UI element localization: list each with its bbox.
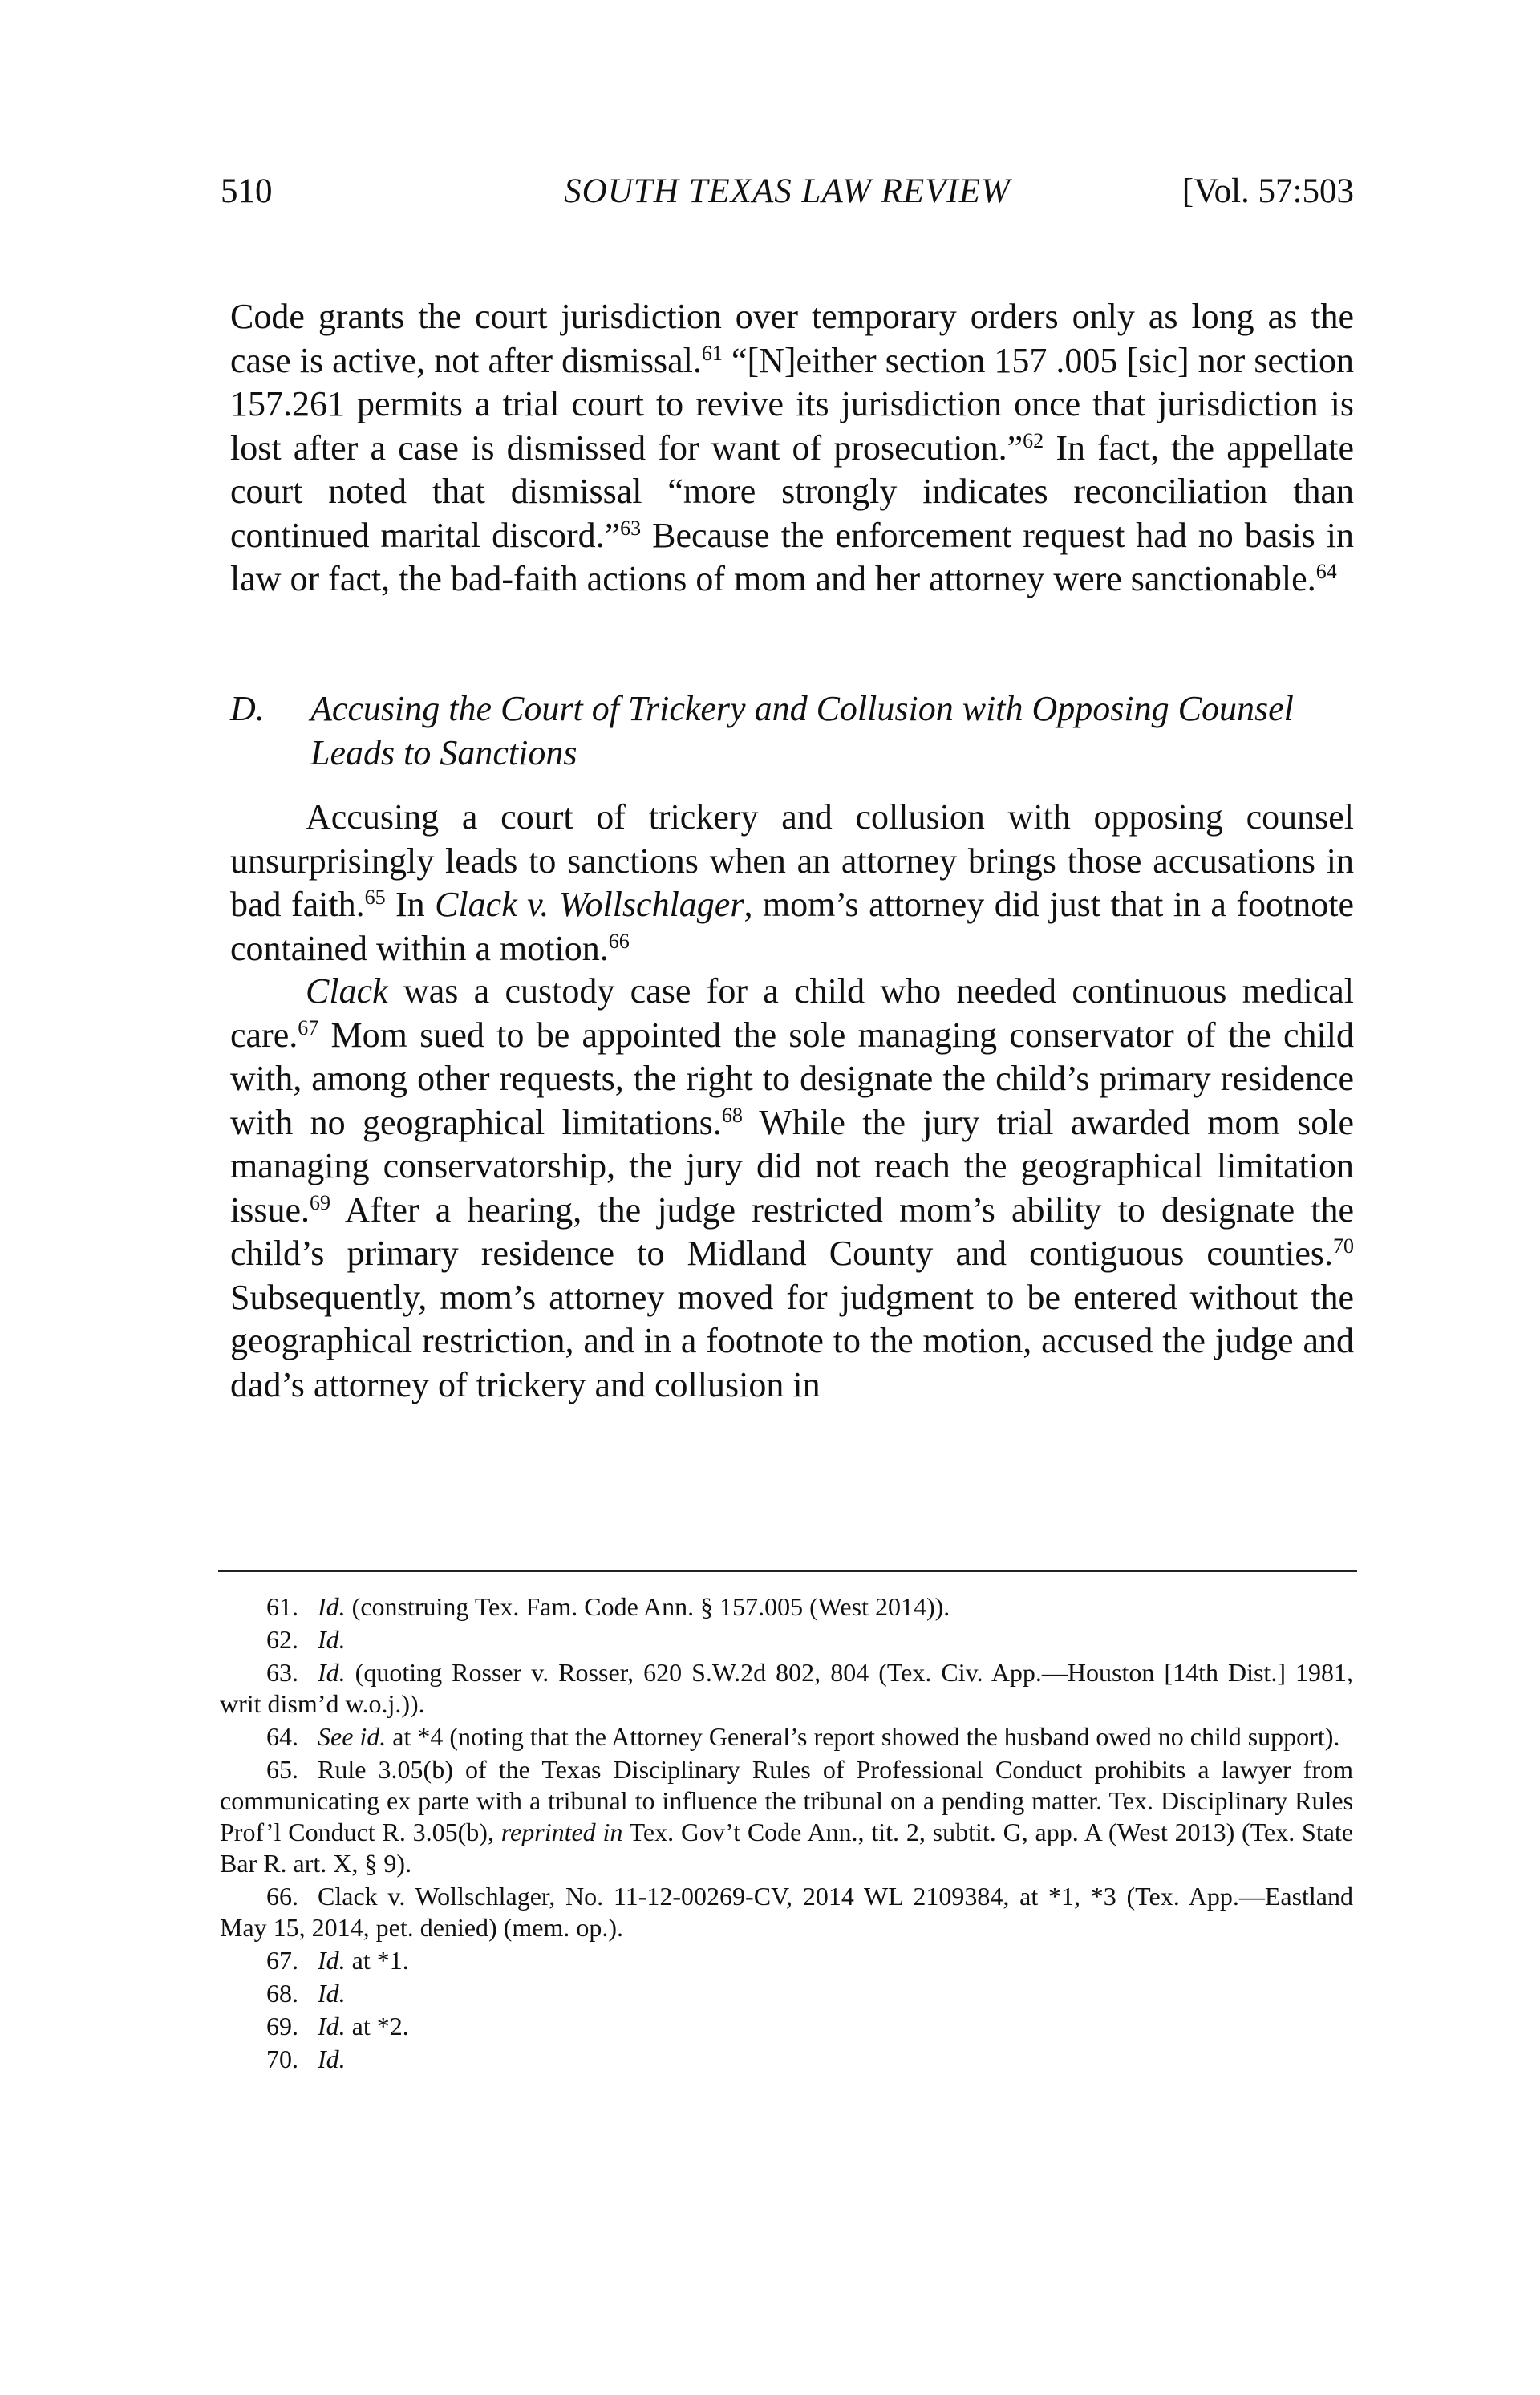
signal: Id. bbox=[318, 2012, 346, 2040]
footnote-70 bbox=[220, 2044, 1353, 2075]
text-run: Because the enforcement request had no basis in law or fact, the bad-faith actions of mom and her attorney were sanctionable. bbox=[230, 515, 1354, 598]
signal: Id. bbox=[318, 2044, 346, 2073]
signal: Id. bbox=[318, 1946, 346, 1975]
footnote-ref-66[interactable]: 66 bbox=[608, 929, 630, 953]
footnote-text: at *1. bbox=[345, 1946, 409, 1975]
section-heading bbox=[230, 687, 1354, 775]
text-run: Code grants the court jurisdiction over temporary orders only as long as the case is active, not after dismissal. bbox=[230, 297, 1354, 380]
footnote-ref-62[interactable]: 62 bbox=[1023, 428, 1044, 452]
footnote-ref-64[interactable]: 64 bbox=[1315, 560, 1337, 583]
paragraph-2 bbox=[230, 796, 1354, 971]
footnote-69 bbox=[220, 2011, 1353, 2042]
footnote-ref-70[interactable]: 70 bbox=[1333, 1234, 1354, 1258]
signal: See id. bbox=[318, 1722, 387, 1751]
text-run: Subsequently, mom’s attorney moved for judgment to be entered without the geographical restriction, and in a footnote to the motion, accused the judge and dad’s attorney of trickery and collusion in bbox=[230, 1277, 1354, 1404]
text-run: After a hearing, the judge restricted mom’s ability to designate the child’s primary residence to Midland County and contiguous counties. bbox=[230, 1189, 1354, 1273]
text-run: In fact, the appellate court noted that dismissal “more strongly indicates reconciliation than continued marital discord.” bbox=[230, 428, 1354, 555]
footnote-ref-65[interactable]: 65 bbox=[364, 885, 386, 909]
footnote-text: at *2. bbox=[345, 2012, 409, 2040]
text-run: In bbox=[385, 885, 436, 924]
footnote-number: 62. bbox=[266, 1625, 298, 1654]
footnote-68 bbox=[220, 1978, 1353, 2009]
footnote-text: at *4 (noting that the Attorney General’s report showed the husband owed no child support). bbox=[386, 1722, 1340, 1751]
footnote-number: 70. bbox=[266, 2044, 298, 2073]
paragraph-1 bbox=[230, 295, 1354, 602]
signal: reprinted in bbox=[500, 1818, 623, 1846]
footnote-number: 63. bbox=[266, 1658, 298, 1687]
signal: Id. bbox=[318, 1658, 346, 1687]
footnote-63 bbox=[220, 1657, 1353, 1720]
case-name: Clack bbox=[306, 971, 388, 1011]
footnote-number: 64. bbox=[266, 1722, 298, 1751]
signal: Id. bbox=[318, 1979, 346, 2008]
footnote-number: 66. bbox=[266, 1882, 298, 1911]
footnote-text: Clack v. Wollschlager, No. 11-12-00269-CV, 2014 WL 2109384, at *1, *3 (Tex. App.—Eastland May 15, 2014, pet. denied) (mem. op.). bbox=[220, 1882, 1353, 1942]
footnote-ref-69[interactable]: 69 bbox=[310, 1190, 330, 1214]
volume-citation: [Vol. 57:503 bbox=[1181, 172, 1354, 210]
footnote-number: 61. bbox=[266, 1592, 298, 1621]
signal: Id. bbox=[318, 1592, 346, 1621]
paragraph-3 bbox=[230, 970, 1354, 1407]
footnote-64 bbox=[220, 1721, 1353, 1753]
footnote-number: 67. bbox=[266, 1946, 298, 1975]
footnote-67 bbox=[220, 1945, 1353, 1976]
text-run: was a custody case for a child who needed continuous medical care. bbox=[230, 971, 1354, 1055]
footnotes bbox=[220, 1591, 1353, 2077]
section-title: Accusing the Court of Trickery and Collusion with Opposing Counsel Leads to Sanctions bbox=[310, 689, 1294, 772]
footnote-ref-67[interactable]: 67 bbox=[298, 1015, 319, 1039]
signal: Id. bbox=[318, 1625, 346, 1654]
footnote-65 bbox=[220, 1754, 1353, 1879]
footnote-text: Rule 3.05(b) of the Texas Disciplinary Rules of Professional Conduct prohibits a lawyer from communicating ex parte with a tribunal to influence the tribunal on a pending matter. Tex. Disciplinary Rules Prof’l Conduct R. 3.05(b), bbox=[220, 1755, 1353, 1846]
footnote-text: (construing Tex. Fam. Code Ann. § 157.005 (West 2014)). bbox=[345, 1592, 950, 1621]
footnote-66 bbox=[220, 1881, 1353, 1943]
footnote-ref-63[interactable]: 63 bbox=[620, 516, 642, 540]
text-run: Mom sued to be appointed the sole managing conservator of the child with, among other requests, the right to designate the child’s primary residence with no geographical limitations. bbox=[230, 1015, 1354, 1142]
text-run: While the jury trial awarded mom sole managing conservatorship, the jury did not reach the geographical limitation issue. bbox=[230, 1102, 1355, 1230]
footnote-62 bbox=[220, 1624, 1353, 1655]
text-run: Accusing a court of trickery and collusion with opposing counsel unsurprisingly leads to sanctions when an attorney brings those accusations in bad faith. bbox=[230, 797, 1354, 924]
case-name: Clack v. Wollschlager bbox=[435, 885, 744, 924]
footnote-number: 69. bbox=[266, 2012, 298, 2040]
page-number: 510 bbox=[221, 172, 273, 210]
footnote-divider bbox=[218, 1570, 1357, 1572]
footnote-text: (quoting Rosser v. Rosser, 620 S.W.2d 802, 804 (Tex. Civ. App.—Houston [14th Dist.] 1981, writ dism’d w.o.j.)). bbox=[220, 1658, 1353, 1718]
footnote-ref-68[interactable]: 68 bbox=[721, 1103, 743, 1127]
page-header bbox=[221, 172, 1354, 220]
footnote-number: 65. bbox=[266, 1755, 298, 1784]
text-run: , mom’s attorney did just that in a footnote contained within a motion. bbox=[230, 885, 1354, 968]
footnote-number: 68. bbox=[266, 1979, 298, 2008]
section-letter: D. bbox=[230, 689, 265, 728]
footnote-61 bbox=[220, 1591, 1353, 1623]
text-run: “[N]either section 157 .005 [sic] nor section 157.261 permits a trial court to revive its jurisdiction once that jurisdiction is lost after a case is dismissed for want of prosecution.” bbox=[230, 340, 1354, 468]
footnote-ref-61[interactable]: 61 bbox=[701, 341, 723, 365]
journal-title: SOUTH TEXAS LAW REVIEW bbox=[564, 172, 1011, 210]
footnote-text: Tex. Gov’t Code Ann., tit. 2, subtit. G, app. A (West 2013) (Tex. State Bar R. art. X, § 9). bbox=[220, 1818, 1353, 1878]
